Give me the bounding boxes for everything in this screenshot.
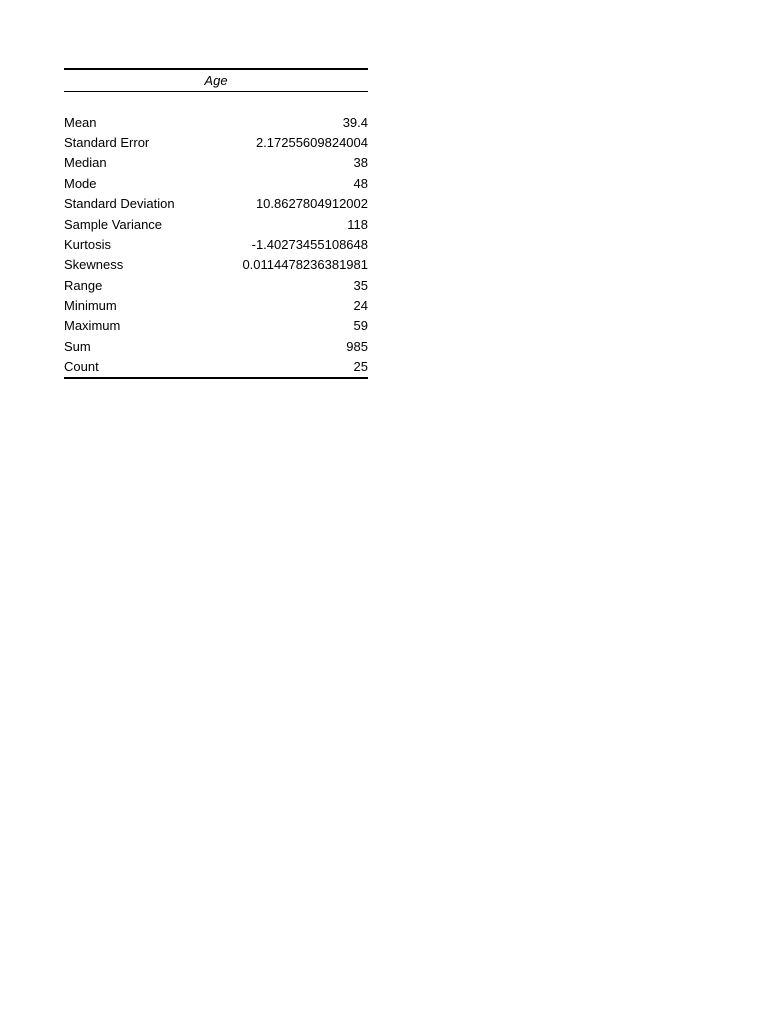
row-value: -1.40273455108648 — [251, 236, 368, 252]
row-value: 985 — [346, 338, 368, 354]
row-value: 35 — [353, 277, 368, 293]
table-row — [64, 174, 368, 194]
spacer-row — [64, 92, 368, 113]
row-value: 0.0114478236381981 — [242, 257, 368, 273]
table-row — [64, 133, 368, 153]
table-row — [64, 112, 368, 132]
table-header-row — [64, 69, 368, 92]
row-value: 10.8627804912002 — [255, 196, 368, 212]
table-row — [64, 316, 368, 336]
column-header-age: Age — [64, 69, 368, 92]
descriptive-statistics-table — [64, 68, 368, 379]
table-row — [64, 255, 368, 275]
row-value: 38 — [353, 155, 368, 171]
row-value: 24 — [353, 298, 368, 314]
table-row — [64, 276, 368, 296]
row-label: Range — [64, 277, 103, 293]
row-label: Sample Variance — [64, 216, 163, 232]
row-label: Maximum — [64, 318, 121, 334]
row-label: Standard Deviation — [64, 196, 175, 212]
row-label: Kurtosis — [64, 236, 111, 252]
table-row — [64, 235, 368, 255]
table-row — [64, 357, 368, 378]
table-row — [64, 296, 368, 316]
table-row — [64, 337, 368, 357]
row-value: 25 — [206, 357, 368, 378]
table-row — [64, 153, 368, 173]
row-value: 2.17255609824004 — [255, 134, 368, 150]
table-row — [64, 194, 368, 214]
row-value: 48 — [353, 175, 368, 191]
row-value: 59 — [353, 318, 368, 334]
row-value: 118 — [347, 216, 368, 232]
row-label: Standard Error — [64, 134, 150, 150]
row-label: Count — [64, 357, 206, 378]
row-label: Minimum — [64, 298, 117, 314]
row-label: Mean — [64, 114, 97, 130]
row-label: Median — [64, 155, 107, 171]
table-row — [64, 214, 368, 234]
row-label: Mode — [64, 175, 97, 191]
row-value: 39.4 — [342, 114, 368, 130]
row-label: Sum — [64, 338, 91, 354]
row-label: Skewness — [64, 257, 124, 273]
